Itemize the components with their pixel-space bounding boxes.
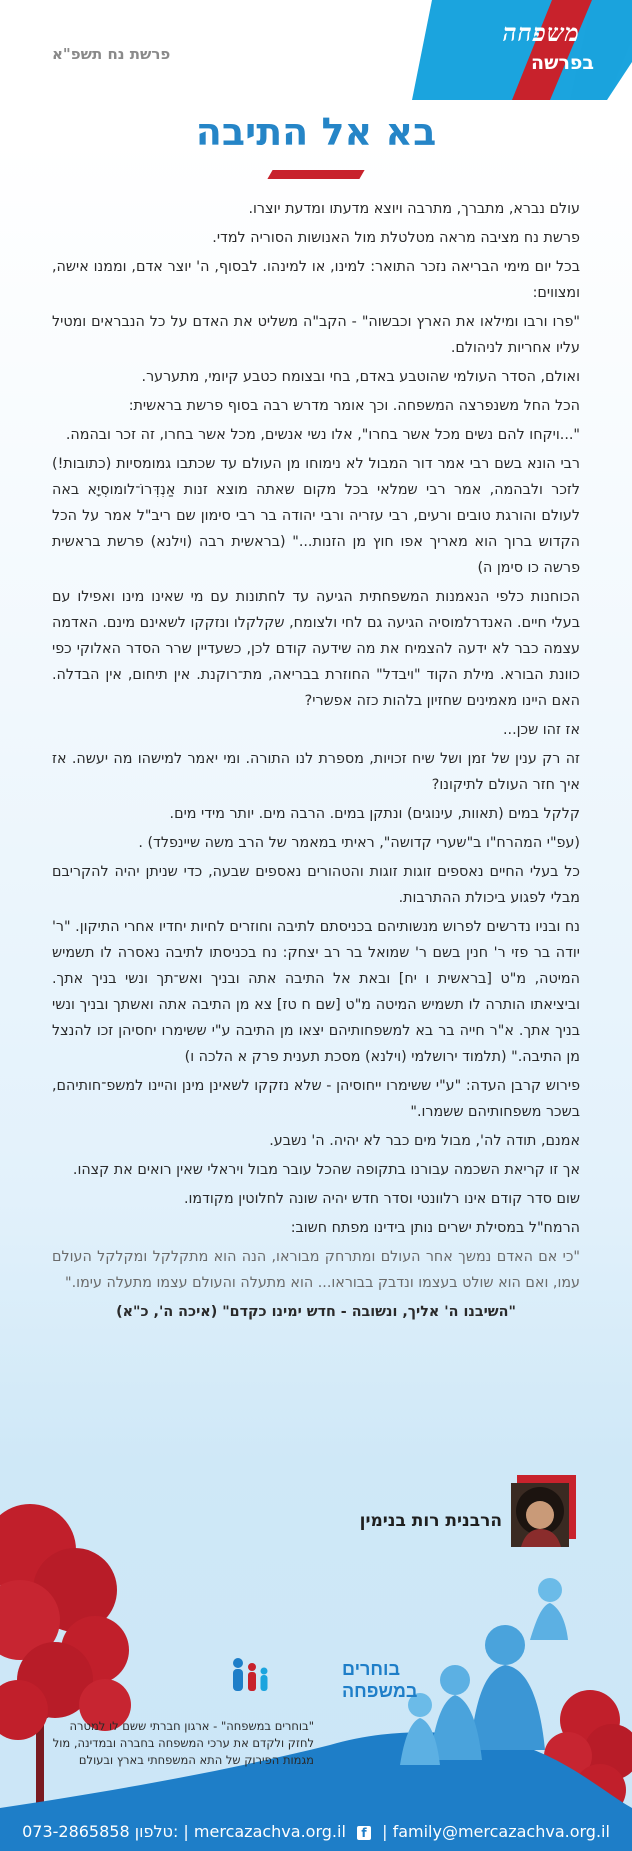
parasha-label: פרשת נח תשפ"א <box>52 45 171 63</box>
footer-email[interactable]: family@mercazachva.org.il <box>392 1822 610 1841</box>
footer-contact <box>0 1822 632 1841</box>
closing-verse: "השיבנו ה' אליך, ונשובה - חדש ימינו כקדם" (איכה ה', כ"א) <box>116 1304 516 1320</box>
brand-line1: משפחה <box>502 18 580 47</box>
paragraph: הכל החל משנפרצה המשפחה. וכך אומר מדרש רבה בסוף פרשת בראשית: <box>128 398 580 414</box>
article-body <box>52 196 580 1328</box>
paragraph: הרמח"ל במסילת ישרים נותן בידינו מפתח חשוב: <box>290 1220 580 1236</box>
facebook-icon[interactable]: f <box>357 1826 371 1840</box>
org-description: "בוחרים במשפחה" - ארגון חברתי ששם לו למטרה לחזק ולקדם את ערכי המשפחה בחברה ובמדינה, מול מגמות הפירוק של התא המשפחתי בארץ ובעולם <box>52 1719 314 1767</box>
brand-line2: בפרשה <box>531 52 594 74</box>
paragraph: זה רק ענין של זמן ושל שיח זכויות, מספרת לנו התורה. ומי יאמר למישהו מה יעשה. אז איך חזר העולם לתיקונו? <box>52 751 580 793</box>
paragraph: בכל יום מימי הבריאה נזכר התואר: למינו, או למינהו. לבסוף, ה' יוצר אדם, וממנו אישה, ומצווים: <box>52 259 580 301</box>
paragraph: אז זהו שכן... <box>503 722 580 738</box>
author-name: הרבנית רות בנימין <box>359 1511 502 1531</box>
header <box>0 0 632 110</box>
brand-banner-shape <box>402 0 632 100</box>
footer <box>0 1808 632 1851</box>
org-name-line2: במשפחה <box>342 1681 418 1701</box>
org-name-line1: בוחרים <box>342 1659 400 1679</box>
paragraph: פרשת נח מציבה מראה מטלטלת מול האנושות הסוריה למדי. <box>212 230 580 246</box>
footer-phone[interactable]: 073-2865858 <box>22 1822 130 1841</box>
paragraph: נח ובניו נדרשים לפרוש מנשותיהם בכניסתם לתיבה וחוזרים לחיות יחדיו אחרי התיקון. "ר' יודה בר פזי ר' חנין בשם ר' שמואל בר רב יצחק: נח בכניסתו לתיבה נאסרה לו תשמיש המיטה, מ"ט [בראשית ו יח] ובאת אל התיבה אתה ובניך ואש־תך ונשי בניך אתך. וביציאתו הותרה לו תשמיש המיטה מ"ט [שם ח טז] צא מן התיבה אתה ואשתך ובניך ונשי בניך אתך. א"ר חייה בר בא למשפחותיהם יצאו מן התיבה ע"י ששימרו יחסיהן זכו להנצל מן התיבה." (תלמוד ירושלמי (וילנא) מסכת תענית פרק א הלכה ו) <box>52 919 580 1065</box>
paragraph: רבי הונא בשם רבי אמר דור המבול לא נימוחו מן העולם עד שכתבו גמומסיות (כתובות!) לזכר ולבהמה, אמר רבי שמלאי בכל מקום שאתה מוצא זנות אַנְדְּרוֹ־לומוסְיָא באה לעולם והורגת טובים ורעים, רבי עזריה ורבי יהודה בר רבי סימון שם ריב"ל אמר על הכל הקדוש ברוך הוא מאריך אפו חוץ מן הזנות..." (בראשית רבה (וילנא) פרשת בראשית פרשה כו סימן ה) <box>52 456 580 576</box>
separator: | <box>183 1822 189 1841</box>
page-title: בא אל התיבה <box>195 110 437 154</box>
footer-phone-label: טלפון: <box>134 1822 179 1841</box>
paragraph: "...ויקחו להם נשים מכל אשר בחרו", אלו נשי אנשים, מכל אשר בחרו, זה זכר ובהמה. <box>65 427 580 443</box>
paragraph: כל בעלי החיים נאספים זוגות זוגות והטהורים נאספים שבעה, כדי שניתן יהיה להקריבם מבלי לפגוע ביכולת ההתרבות. <box>52 864 580 906</box>
paragraph: הכוחנות כלפי הנאמנות המשפחתית הגיעה עד לחתונות עם מי שאינו מינו ואפילו עם בעלי חיים. האנדרלמוסיה הגיעה גם לחי ולצומח, שקלקלו ונזקקו לשאינם מינם. האדמה עצמה כבר לא ידעה להצמיח את מה שידעה קודם לכן, כשעדיין שרר הסדר האלוקי כפי כוונת הבורא. מילת הקוד "ויבדל" החוזרת בבריאה, מת־רוקנת. אין תיחום, אין הבדלה. האם היינו מאמינים שחזיון בלהות כזה אפשרי? <box>52 589 580 709</box>
author-photo <box>511 1475 576 1547</box>
title-underline <box>267 170 364 179</box>
paragraph: שום סדר קודם אינו רלוונטי וסדר חדש יהיה שונה לחלוטין מקודמו. <box>183 1191 580 1207</box>
quote-paragraph: "כי אם האדם נמשך אחר העולם ומתרחק מבוראו, הנה הוא מתקלקל ומקלקל העולם עמו, ואם הוא שולט בעצמו ונדבק בבוראו... הוא מתעלה והעולם עצמו מתעלה עימו." <box>52 1249 580 1291</box>
brand-logo <box>402 0 632 100</box>
org-logo <box>226 1655 418 1703</box>
paragraph: פירוש קרבן העדה: "ע"י ששימרו ייחוסיהן - שלא נזקקו לשאינן מינן והיינו למשפ־חותיהם, בשכר משפחותיהם ששמרו." <box>52 1078 580 1120</box>
paragraph: (עפ"י המהרח"ו ב"שערי קדושה", ראיתי במאמר של הרב משה שיינפלד) . <box>138 835 580 851</box>
paragraph: עולם נברא, מתברך, מתרבה ויוצא מדעתו ומדעת יוצרו. <box>248 201 580 217</box>
paragraph: ואולם, הסדר העולמי שהוטבע באדם, בחי ובצומח כטבע קיומי, מתערער. <box>141 369 580 385</box>
footer-website[interactable]: mercazachva.org.il <box>193 1822 346 1841</box>
paragraph: "פרו ורבו ומילאו את הארץ וכבשוה" - הקב"ה משליט את האדם על כל הנבראים ומטיל עליו אחריות לניהולם. <box>52 314 580 356</box>
paragraph: קלקל במים (תאוות, עינוגים) ונתקן במים. הרבה מים. יותר מידי מים. <box>169 806 580 822</box>
paragraph: אך זו קריאת השכמה עבורנו בתקופה שהכל עובר מבול ויראלי שאין רואים את קצהו. <box>72 1162 580 1178</box>
paragraph: אמנם, תודה לה', מבול מים כבר לא יהיה. ה' נשבע. <box>269 1133 580 1149</box>
separator: | <box>382 1822 388 1841</box>
